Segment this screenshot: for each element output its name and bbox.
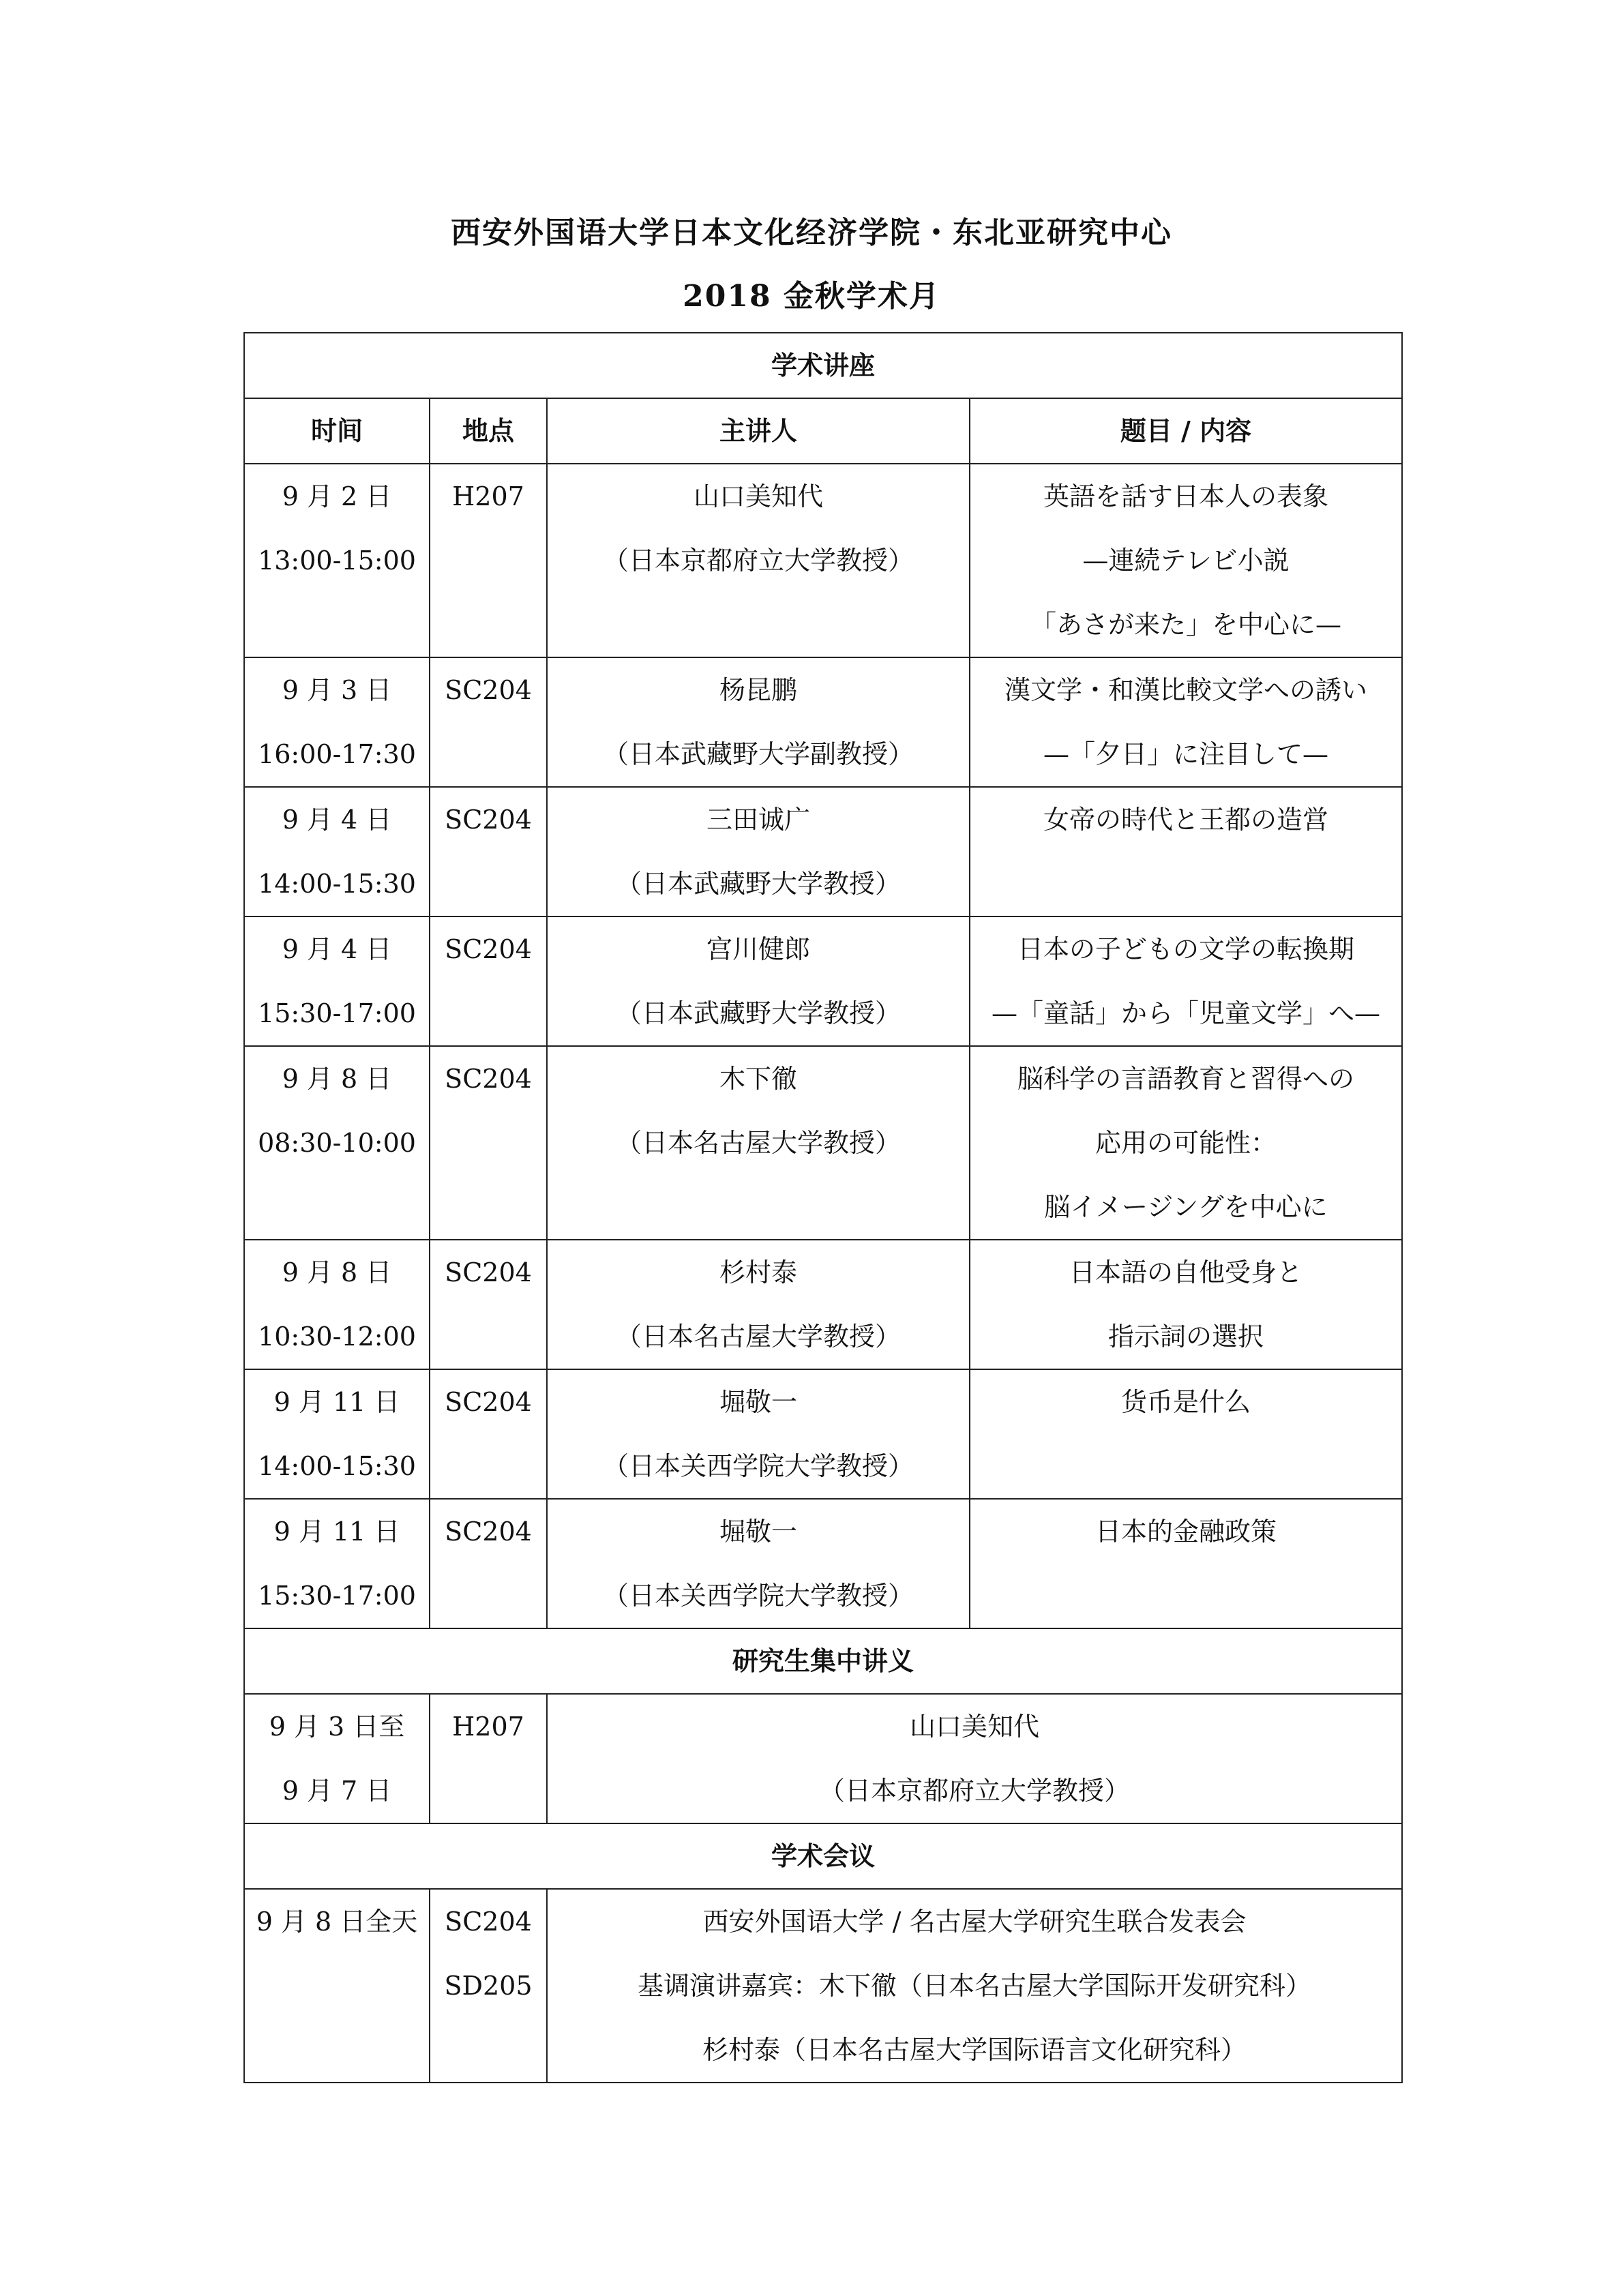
lecture-speaker-cell [547, 916, 970, 1046]
lecture-room-cell [430, 1499, 547, 1628]
lecture-topic-line: 日本の子どもの文学の転換期 [1017, 934, 1355, 964]
header-speaker: 主讲人 [547, 398, 970, 464]
lecture-speaker-cell [547, 1369, 970, 1499]
lecture-topic-line: —連続テレビ小説 [1082, 546, 1290, 576]
lecture-room: SC204 [445, 1064, 532, 1094]
lecture-topic-line: 脳科学の言語教育と習得への [1017, 1064, 1355, 1094]
header-row [244, 398, 1402, 464]
conference-date-cell [244, 1889, 430, 2083]
conference-date: 9 月 8 日全天 [256, 1907, 418, 1937]
lecture-topic-cell [970, 916, 1402, 1046]
lecture-room: H207 [452, 481, 524, 511]
lecture-topic-cell [970, 657, 1402, 787]
lecture-topic-line: 応用の可能性： [1095, 1128, 1277, 1158]
seminar-affiliation: （日本京都府立大学教授） [819, 1776, 1131, 1806]
lecture-speaker-cell [547, 657, 970, 787]
lecture-topic-cell [970, 1369, 1402, 1499]
lecture-topic-cell [970, 1499, 1402, 1628]
lecture-speaker: 宫川健郎 [706, 934, 810, 964]
header-topic: 题目 / 内容 [970, 398, 1402, 464]
section-title-conference: 学术会议 [244, 1823, 1402, 1889]
lecture-room-cell [430, 787, 547, 916]
lecture-time-cell [244, 916, 430, 1046]
lecture-time-cell [244, 1369, 430, 1499]
lecture-row [244, 1369, 1402, 1499]
lecture-time: 13:00-15:00 [258, 546, 416, 576]
schedule-table [243, 332, 1403, 2083]
conference-row [244, 1889, 1402, 2083]
lecture-topic-line: —「夕日」に注目して— [1043, 739, 1329, 769]
header-place: 地点 [430, 398, 547, 464]
lecture-time: 15:30-17:00 [258, 1581, 416, 1611]
lecture-time-cell [244, 1499, 430, 1628]
lecture-speaker: 木下徹 [719, 1064, 797, 1094]
lecture-date: 9 月 11 日 [273, 1387, 400, 1417]
lecture-topic-line: 日本語の自他受身と [1069, 1257, 1303, 1287]
conference-line: 杉村泰（日本名古屋大学国际语言文化研究科） [702, 2035, 1247, 2065]
lecture-speaker-cell [547, 464, 970, 657]
section-row-seminar [244, 1628, 1402, 1694]
lecture-topic-cell [970, 1240, 1402, 1369]
lecture-row [244, 1240, 1402, 1369]
lecture-speaker-cell [547, 1240, 970, 1369]
lecture-affiliation: （日本关西学院大学教授） [602, 1581, 914, 1611]
seminar-speaker-cell [547, 1694, 1402, 1823]
lecture-time: 08:30-10:00 [258, 1128, 416, 1158]
lecture-topic-line: —「童話」から「児童文学」へ— [992, 998, 1381, 1028]
lecture-speaker-cell [547, 787, 970, 916]
lecture-affiliation: （日本名古屋大学教授） [615, 1128, 901, 1158]
lecture-room: SC204 [445, 675, 532, 705]
lecture-time: 14:00-15:30 [258, 869, 416, 899]
section-row-conference [244, 1823, 1402, 1889]
lecture-room-cell [430, 657, 547, 787]
seminar-row [244, 1694, 1402, 1823]
lecture-affiliation: （日本武藏野大学教授） [615, 869, 901, 899]
lecture-topic-line: 「あさが来た」を中心に— [1030, 610, 1342, 640]
conference-line: 基调演讲嘉宾：木下徹（日本名古屋大学国际开发研究科） [638, 1971, 1312, 2001]
lecture-topic-cell [970, 464, 1402, 657]
page-subtitle: 2018 金秋学术月 [683, 279, 940, 314]
lecture-speaker: 堀敬一 [719, 1517, 797, 1547]
lecture-row [244, 657, 1402, 787]
lecture-date: 9 月 2 日 [282, 481, 392, 511]
lecture-row [244, 1046, 1402, 1240]
section-title-lectures: 学术讲座 [244, 333, 1402, 398]
lecture-room: SC204 [445, 1387, 532, 1417]
lecture-topic-cell [970, 787, 1402, 916]
lecture-topic-line: 日本的金融政策 [1095, 1517, 1277, 1547]
header-time: 时间 [244, 398, 430, 464]
lecture-speaker: 山口美知代 [693, 481, 823, 511]
lecture-date: 9 月 4 日 [282, 934, 392, 964]
lecture-affiliation: （日本京都府立大学教授） [602, 546, 914, 576]
lecture-speaker: 杨昆鹏 [719, 675, 797, 705]
lecture-room: SC204 [445, 1517, 532, 1547]
lecture-topic-line: 指示詞の選択 [1108, 1322, 1264, 1352]
lecture-speaker: 杉村泰 [719, 1257, 797, 1287]
lecture-row [244, 787, 1402, 916]
conference-room: SD205 [444, 1971, 533, 2001]
lecture-time-cell [244, 464, 430, 657]
lecture-date: 9 月 8 日 [282, 1064, 392, 1094]
conference-room-cell [430, 1889, 547, 2083]
lecture-topic-line: 漢文学・和漢比較文学への誘い [1004, 675, 1368, 705]
lecture-room-cell [430, 1046, 547, 1240]
lecture-time: 10:30-12:00 [258, 1322, 416, 1352]
lecture-time-cell [244, 787, 430, 916]
lecture-time: 16:00-17:30 [258, 739, 416, 769]
lecture-speaker-cell [547, 1046, 970, 1240]
lecture-topic-line: 女帝の時代と王都の造営 [1043, 805, 1329, 835]
lecture-affiliation: （日本关西学院大学教授） [602, 1451, 914, 1481]
seminar-date-to: 9 月 7 日 [282, 1776, 392, 1806]
seminar-room: H207 [452, 1712, 524, 1742]
lecture-room-cell [430, 1240, 547, 1369]
conference-room: SC204 [445, 1907, 532, 1937]
seminar-date-cell [244, 1694, 430, 1823]
lecture-topic-line: 货币是什么 [1121, 1387, 1251, 1417]
lecture-time: 15:30-17:00 [258, 998, 416, 1028]
section-row-lectures [244, 333, 1402, 398]
lecture-room-cell [430, 464, 547, 657]
lecture-room-cell [430, 916, 547, 1046]
lecture-time-cell [244, 657, 430, 787]
section-title-seminar: 研究生集中讲义 [244, 1628, 1402, 1694]
lecture-date: 9 月 3 日 [282, 675, 392, 705]
seminar-speaker: 山口美知代 [910, 1712, 1040, 1742]
seminar-date-from: 9 月 3 日至 [269, 1712, 405, 1742]
seminar-room-cell [430, 1694, 547, 1823]
lecture-speaker: 三田诚广 [706, 805, 810, 835]
lecture-room: SC204 [445, 1257, 532, 1287]
lecture-time: 14:00-15:30 [258, 1451, 416, 1481]
lecture-topic-cell [970, 1046, 1402, 1240]
conference-content-cell [547, 1889, 1402, 2083]
lecture-date: 9 月 11 日 [273, 1517, 400, 1547]
conference-line: 西安外国语大学 / 名古屋大学研究生联合发表会 [702, 1907, 1247, 1937]
lecture-room-cell [430, 1369, 547, 1499]
lecture-time-cell [244, 1240, 430, 1369]
lecture-room: SC204 [445, 934, 532, 964]
lecture-row [244, 916, 1402, 1046]
lecture-time-cell [244, 1046, 430, 1240]
lecture-topic-line: 英語を話す日本人の表象 [1043, 481, 1329, 511]
lecture-affiliation: （日本武藏野大学副教授） [602, 739, 914, 769]
lecture-affiliation: （日本武藏野大学教授） [615, 998, 901, 1028]
lecture-date: 9 月 4 日 [282, 805, 392, 835]
lecture-row [244, 1499, 1402, 1628]
lecture-room: SC204 [445, 805, 532, 835]
lecture-topic-line: 脳イメージングを中心に [1044, 1192, 1328, 1222]
lecture-row [244, 464, 1402, 657]
lecture-speaker: 堀敬一 [719, 1387, 797, 1417]
page-title: 西安外国语大学日本文化经济学院・东北亚研究中心 [451, 215, 1172, 250]
lecture-date: 9 月 8 日 [282, 1257, 392, 1287]
lecture-affiliation: （日本名古屋大学教授） [615, 1322, 901, 1352]
lecture-speaker-cell [547, 1499, 970, 1628]
